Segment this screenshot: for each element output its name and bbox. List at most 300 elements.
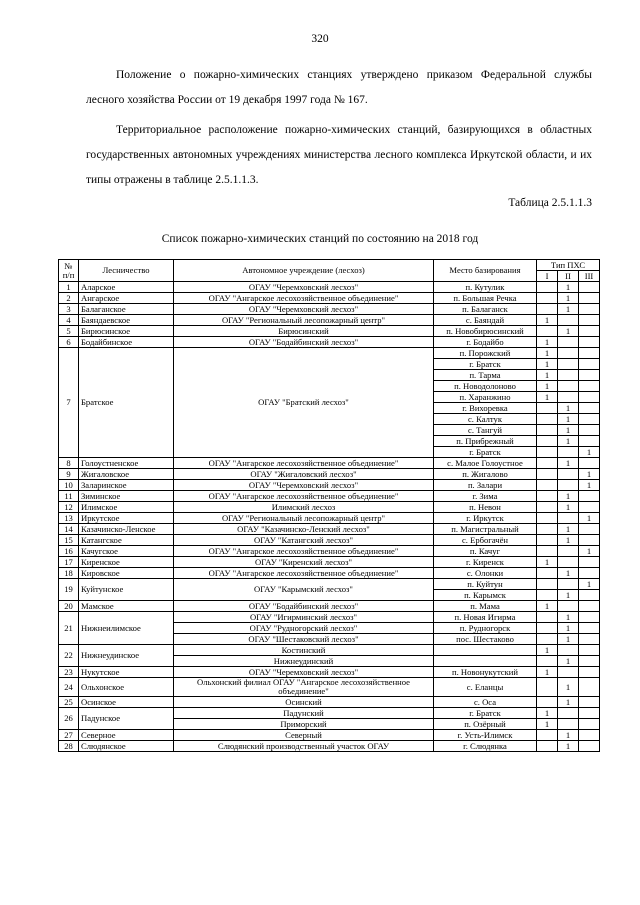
cell-type-3 (579, 656, 600, 667)
cell-type-1 (537, 293, 558, 304)
cell-type-2 (558, 719, 579, 730)
cell-type-3 (579, 370, 600, 381)
cell-num: 28 (59, 741, 79, 752)
cell-institution: ОГАУ "Рудногорский лесхоз" (174, 623, 434, 634)
cell-location: с. Баяндай (434, 315, 537, 326)
cell-type-3 (579, 601, 600, 612)
cell-type-1 (537, 678, 558, 697)
cell-type-2 (558, 645, 579, 656)
cell-location: п. Харанжино (434, 392, 537, 403)
cell-type-1 (537, 458, 558, 469)
cell-type-1 (537, 656, 558, 667)
header-forestry: Лесничество (79, 260, 174, 282)
cell-num: 1 (59, 282, 79, 293)
cell-type-2: 1 (558, 612, 579, 623)
cell-institution: Падунский (174, 708, 434, 719)
cell-location: п. Тарма (434, 370, 537, 381)
paragraph-2-text: Территориальное расположение пожарно-химических станций, базирующихся в областных государственных автономных учреждениях министерства лесного комплекса Иркутской области, и их типы отражены в таблице 2.5.1.1.3. (86, 124, 592, 186)
cell-type-2 (558, 557, 579, 568)
cell-institution: ОГАУ "Катангский лесхоз" (174, 535, 434, 546)
cell-type-3 (579, 414, 600, 425)
cell-type-3 (579, 667, 600, 678)
cell-location: с. Ербогачён (434, 535, 537, 546)
cell-type-3 (579, 304, 600, 315)
cell-type-1 (537, 282, 558, 293)
cell-type-2 (558, 546, 579, 557)
cell-location: п. Новонукутский (434, 667, 537, 678)
cell-institution: ОГАУ "Черемховский лесхоз" (174, 667, 434, 678)
cell-location: с. Тангуй (434, 425, 537, 436)
cell-type-2 (558, 708, 579, 719)
cell-type-1 (537, 414, 558, 425)
cell-type-3 (579, 436, 600, 447)
cell-location: п. Карымск (434, 590, 537, 601)
stations-table (58, 259, 600, 752)
cell-type-2: 1 (558, 678, 579, 697)
cell-type-1 (537, 590, 558, 601)
cell-institution: ОГАУ "Жигаловский лесхоз" (174, 469, 434, 480)
cell-type-1: 1 (537, 645, 558, 656)
cell-type-1 (537, 447, 558, 458)
table-row (59, 348, 600, 359)
cell-type-3 (579, 719, 600, 730)
cell-type-1 (537, 304, 558, 315)
cell-forestry: Ангарское (79, 293, 174, 304)
table-row (59, 337, 600, 348)
table-row (59, 730, 600, 741)
cell-num: 25 (59, 697, 79, 708)
cell-type-2: 1 (558, 634, 579, 645)
cell-type-2: 1 (558, 741, 579, 752)
cell-type-2 (558, 348, 579, 359)
cell-type-2 (558, 447, 579, 458)
cell-forestry: Балаганское (79, 304, 174, 315)
cell-forestry: Катангское (79, 535, 174, 546)
cell-forestry: Жигаловское (79, 469, 174, 480)
cell-type-1 (537, 634, 558, 645)
table-row (59, 546, 600, 557)
cell-type-1: 1 (537, 370, 558, 381)
cell-type-1: 1 (537, 381, 558, 392)
cell-type-1: 1 (537, 359, 558, 370)
cell-location: г. Братск (434, 708, 537, 719)
paragraph-1 (86, 63, 592, 113)
cell-num: 23 (59, 667, 79, 678)
header-location: Место базирования (434, 260, 537, 282)
cell-institution: ОГАУ "Карымский лесхоз" (174, 579, 434, 601)
paragraph-1-text: Положение о пожарно-химических станциях утверждено приказом Федеральной службы лесного хозяйства России от 19 декабря 1997 года № 167. (86, 69, 592, 106)
cell-type-2 (558, 579, 579, 590)
cell-type-2 (558, 469, 579, 480)
table-row (59, 579, 600, 590)
cell-type-3 (579, 730, 600, 741)
cell-num: 18 (59, 568, 79, 579)
cell-type-1 (537, 535, 558, 546)
cell-forestry: Бирюсинское (79, 326, 174, 337)
cell-type-2 (558, 370, 579, 381)
cell-location: п. Качуг (434, 546, 537, 557)
cell-forestry: Слюдянское (79, 741, 174, 752)
cell-forestry: Нукутское (79, 667, 174, 678)
cell-forestry: Киренское (79, 557, 174, 568)
cell-num: 2 (59, 293, 79, 304)
cell-type-1 (537, 623, 558, 634)
cell-location: г. Братск (434, 359, 537, 370)
cell-institution: ОГАУ "Ангарское лесохозяйственное объединение" (174, 293, 434, 304)
cell-type-3 (579, 612, 600, 623)
cell-institution: ОГАУ "Киренский лесхоз" (174, 557, 434, 568)
cell-institution: Бирюсинский (174, 326, 434, 337)
cell-location: с. Оса (434, 697, 537, 708)
cell-type-3 (579, 425, 600, 436)
cell-location: п. Мама (434, 601, 537, 612)
cell-type-2 (558, 480, 579, 491)
table-row (59, 524, 600, 535)
table-row (59, 282, 600, 293)
cell-type-3: 1 (579, 447, 600, 458)
cell-institution: Приморский (174, 719, 434, 730)
cell-location: п. Рудногорск (434, 623, 537, 634)
cell-location: п. Прибрежный (434, 436, 537, 447)
cell-forestry: Качугское (79, 546, 174, 557)
cell-forestry: Аларское (79, 282, 174, 293)
cell-institution: Илимский лесхоз (174, 502, 434, 513)
header-type-2: II (558, 271, 579, 282)
cell-num: 20 (59, 601, 79, 612)
table-row (59, 601, 600, 612)
cell-institution: Костинский (174, 645, 434, 656)
cell-type-3 (579, 392, 600, 403)
cell-type-2: 1 (558, 535, 579, 546)
cell-type-3 (579, 315, 600, 326)
header-num: № п/п (59, 260, 79, 282)
cell-num: 13 (59, 513, 79, 524)
cell-num: 12 (59, 502, 79, 513)
cell-location (434, 645, 537, 656)
cell-type-2: 1 (558, 502, 579, 513)
cell-institution: ОГАУ "Региональный лесопожарный центр" (174, 315, 434, 326)
cell-type-2: 1 (558, 425, 579, 436)
cell-type-1: 1 (537, 392, 558, 403)
table-row (59, 708, 600, 719)
cell-location: пос. Шестаково (434, 634, 537, 645)
cell-type-3 (579, 708, 600, 719)
table-row (59, 678, 600, 697)
cell-location: г. Вихоревка (434, 403, 537, 414)
cell-forestry: Мамское (79, 601, 174, 612)
cell-type-3: 1 (579, 546, 600, 557)
cell-num: 27 (59, 730, 79, 741)
table-row (59, 667, 600, 678)
cell-location: п. Залари (434, 480, 537, 491)
cell-type-3 (579, 491, 600, 502)
cell-type-1: 1 (537, 708, 558, 719)
cell-location: п. Новодолоново (434, 381, 537, 392)
cell-num: 4 (59, 315, 79, 326)
cell-location: г. Иркутск (434, 513, 537, 524)
cell-type-2: 1 (558, 436, 579, 447)
cell-forestry: Братское (79, 348, 174, 458)
cell-institution: ОГАУ "Ангарское лесохозяйственное объединение" (174, 568, 434, 579)
cell-institution: ОГАУ "Бодайбинский лесхоз" (174, 601, 434, 612)
cell-type-3 (579, 697, 600, 708)
cell-num: 5 (59, 326, 79, 337)
table-row (59, 326, 600, 337)
cell-location: г. Усть-Илимск (434, 730, 537, 741)
cell-type-3: 1 (579, 469, 600, 480)
cell-type-3 (579, 381, 600, 392)
cell-forestry: Нижнеилимское (79, 612, 174, 645)
cell-forestry: Иркутское (79, 513, 174, 524)
cell-type-2: 1 (558, 656, 579, 667)
cell-type-1 (537, 579, 558, 590)
cell-num: 14 (59, 524, 79, 535)
cell-institution: Нижнеудинский (174, 656, 434, 667)
cell-forestry: Куйтунское (79, 579, 174, 601)
cell-type-3: 1 (579, 480, 600, 491)
cell-type-2: 1 (558, 730, 579, 741)
cell-forestry: Заларинское (79, 480, 174, 491)
cell-location: с. Еланцы (434, 678, 537, 697)
cell-type-1: 1 (537, 667, 558, 678)
cell-forestry: Зиминское (79, 491, 174, 502)
cell-type-3 (579, 741, 600, 752)
cell-type-2: 1 (558, 590, 579, 601)
cell-type-2 (558, 337, 579, 348)
cell-location: п. Балаганск (434, 304, 537, 315)
cell-institution: ОГАУ "Ангарское лесохозяйственное объединение" (174, 491, 434, 502)
cell-type-2: 1 (558, 568, 579, 579)
cell-type-1 (537, 469, 558, 480)
cell-type-3: 1 (579, 513, 600, 524)
cell-type-1: 1 (537, 719, 558, 730)
cell-institution: ОГАУ "Черемховский лесхоз" (174, 480, 434, 491)
cell-type-3 (579, 282, 600, 293)
cell-type-1: 1 (537, 557, 558, 568)
cell-num: 17 (59, 557, 79, 568)
cell-type-3 (579, 326, 600, 337)
cell-type-1: 1 (537, 601, 558, 612)
cell-institution: ОГАУ "Черемховский лесхоз" (174, 282, 434, 293)
table-row (59, 513, 600, 524)
cell-type-1 (537, 491, 558, 502)
table-row (59, 293, 600, 304)
cell-institution: ОГАУ "Ангарское лесохозяйственное объединение" (174, 458, 434, 469)
cell-type-1 (537, 612, 558, 623)
table-label: Таблица 2.5.1.1.3 (508, 197, 592, 209)
cell-location: п. Невон (434, 502, 537, 513)
cell-location: с. Малое Голоустное (434, 458, 537, 469)
cell-type-3 (579, 568, 600, 579)
cell-type-3 (579, 293, 600, 304)
table-row (59, 304, 600, 315)
cell-location: г. Слюдянка (434, 741, 537, 752)
cell-num: 19 (59, 579, 79, 601)
cell-type-3 (579, 403, 600, 414)
cell-type-1 (537, 502, 558, 513)
cell-type-3 (579, 458, 600, 469)
cell-type-2: 1 (558, 293, 579, 304)
cell-location: с. Олонки (434, 568, 537, 579)
cell-type-1: 1 (537, 315, 558, 326)
table-row (59, 741, 600, 752)
cell-location: п. Порожский (434, 348, 537, 359)
table-row (59, 557, 600, 568)
cell-institution: ОГАУ "Региональный лесопожарный центр" (174, 513, 434, 524)
header-type: Тип ПХС (537, 260, 600, 271)
cell-institution: ОГАУ "Ангарское лесохозяйственное объединение" (174, 546, 434, 557)
cell-forestry: Нижнеудинское (79, 645, 174, 667)
cell-institution: ОГАУ "Игирминский лесхоз" (174, 612, 434, 623)
cell-type-2 (558, 392, 579, 403)
cell-type-3 (579, 348, 600, 359)
cell-type-1 (537, 741, 558, 752)
cell-type-3 (579, 557, 600, 568)
cell-location: п. Новая Игирма (434, 612, 537, 623)
cell-num: 16 (59, 546, 79, 557)
table-row (59, 315, 600, 326)
table-row (59, 568, 600, 579)
cell-type-2 (558, 381, 579, 392)
cell-type-3 (579, 337, 600, 348)
cell-type-1 (537, 730, 558, 741)
cell-num: 15 (59, 535, 79, 546)
cell-type-2: 1 (558, 403, 579, 414)
cell-type-2 (558, 601, 579, 612)
table-row (59, 697, 600, 708)
cell-type-3 (579, 590, 600, 601)
cell-type-3 (579, 634, 600, 645)
cell-forestry: Падунское (79, 708, 174, 730)
cell-location: г. Братск (434, 447, 537, 458)
paragraph-2 (86, 118, 592, 193)
cell-num: 10 (59, 480, 79, 491)
cell-type-2: 1 (558, 491, 579, 502)
cell-forestry: Казачинско-Ленское (79, 524, 174, 535)
cell-location: г. Зима (434, 491, 537, 502)
table-row (59, 645, 600, 656)
cell-institution: ОГАУ "Казачинско-Ленский лесхоз" (174, 524, 434, 535)
table-row (59, 491, 600, 502)
cell-num: 22 (59, 645, 79, 667)
table-row (59, 535, 600, 546)
cell-institution: Слюдянский производственный участок ОГАУ (174, 741, 434, 752)
cell-type-1 (537, 436, 558, 447)
cell-location: п. Жигалово (434, 469, 537, 480)
cell-forestry: Илимское (79, 502, 174, 513)
cell-forestry: Северное (79, 730, 174, 741)
cell-location: г. Бодайбо (434, 337, 537, 348)
cell-location: п. Большая Речка (434, 293, 537, 304)
cell-location (434, 656, 537, 667)
cell-type-1 (537, 425, 558, 436)
cell-num: 21 (59, 612, 79, 645)
cell-num: 8 (59, 458, 79, 469)
table-row (59, 502, 600, 513)
cell-location: п. Кутулик (434, 282, 537, 293)
page-number: 320 (311, 33, 329, 45)
table-row (59, 469, 600, 480)
cell-type-2: 1 (558, 524, 579, 535)
cell-type-1 (537, 480, 558, 491)
header-institution: Автономное учреждение (лесхоз) (174, 260, 434, 282)
cell-type-1 (537, 326, 558, 337)
cell-type-1 (537, 568, 558, 579)
cell-location: с. Калтук (434, 414, 537, 425)
cell-type-3: 1 (579, 579, 600, 590)
cell-institution: ОГАУ "Черемховский лесхоз" (174, 304, 434, 315)
cell-type-3 (579, 623, 600, 634)
cell-type-2: 1 (558, 458, 579, 469)
cell-type-2 (558, 315, 579, 326)
cell-type-3 (579, 524, 600, 535)
cell-num: 11 (59, 491, 79, 502)
table-row (59, 480, 600, 491)
cell-num: 9 (59, 469, 79, 480)
cell-type-2 (558, 667, 579, 678)
cell-type-2: 1 (558, 414, 579, 425)
cell-type-3 (579, 678, 600, 697)
cell-type-2: 1 (558, 282, 579, 293)
cell-num: 24 (59, 678, 79, 697)
cell-location: г. Киренск (434, 557, 537, 568)
cell-institution: Осинский (174, 697, 434, 708)
cell-location: п. Магистральный (434, 524, 537, 535)
cell-forestry: Бодайбинское (79, 337, 174, 348)
cell-type-2: 1 (558, 326, 579, 337)
table-caption: Список пожарно-химических станций по состоянию на 2018 год (161, 233, 479, 245)
cell-type-3 (579, 359, 600, 370)
cell-forestry: Ольхонское (79, 678, 174, 697)
cell-location: п. Куйтун (434, 579, 537, 590)
cell-type-1 (537, 403, 558, 414)
cell-institution: ОГАУ "Шестаковский лесхоз" (174, 634, 434, 645)
cell-location: п. Новобирюсинский (434, 326, 537, 337)
cell-institution: ОГАУ "Братский лесхоз" (174, 348, 434, 458)
cell-type-2: 1 (558, 697, 579, 708)
cell-type-3 (579, 535, 600, 546)
cell-type-1 (537, 524, 558, 535)
cell-forestry: Осинское (79, 697, 174, 708)
table-row (59, 458, 600, 469)
cell-type-1: 1 (537, 337, 558, 348)
cell-forestry: Голоустненское (79, 458, 174, 469)
cell-institution: Ольхонский филиал ОГАУ "Ангарское лесохозяйственное объединение" (174, 678, 434, 697)
cell-type-3 (579, 502, 600, 513)
cell-forestry: Кировское (79, 568, 174, 579)
cell-type-2: 1 (558, 623, 579, 634)
cell-institution: ОГАУ "Бодайбинский лесхоз" (174, 337, 434, 348)
header-type-1: I (537, 271, 558, 282)
cell-num: 6 (59, 337, 79, 348)
table-body (59, 282, 600, 752)
cell-num: 3 (59, 304, 79, 315)
table-row (59, 612, 600, 623)
cell-location: п. Озёрный (434, 719, 537, 730)
cell-type-1 (537, 546, 558, 557)
cell-num: 7 (59, 348, 79, 458)
cell-type-2 (558, 359, 579, 370)
cell-type-1 (537, 697, 558, 708)
cell-type-3 (579, 645, 600, 656)
cell-type-2: 1 (558, 304, 579, 315)
cell-type-1: 1 (537, 348, 558, 359)
cell-type-2 (558, 513, 579, 524)
header-type-3: III (579, 271, 600, 282)
cell-forestry: Баяндаевское (79, 315, 174, 326)
cell-num: 26 (59, 708, 79, 730)
cell-type-1 (537, 513, 558, 524)
